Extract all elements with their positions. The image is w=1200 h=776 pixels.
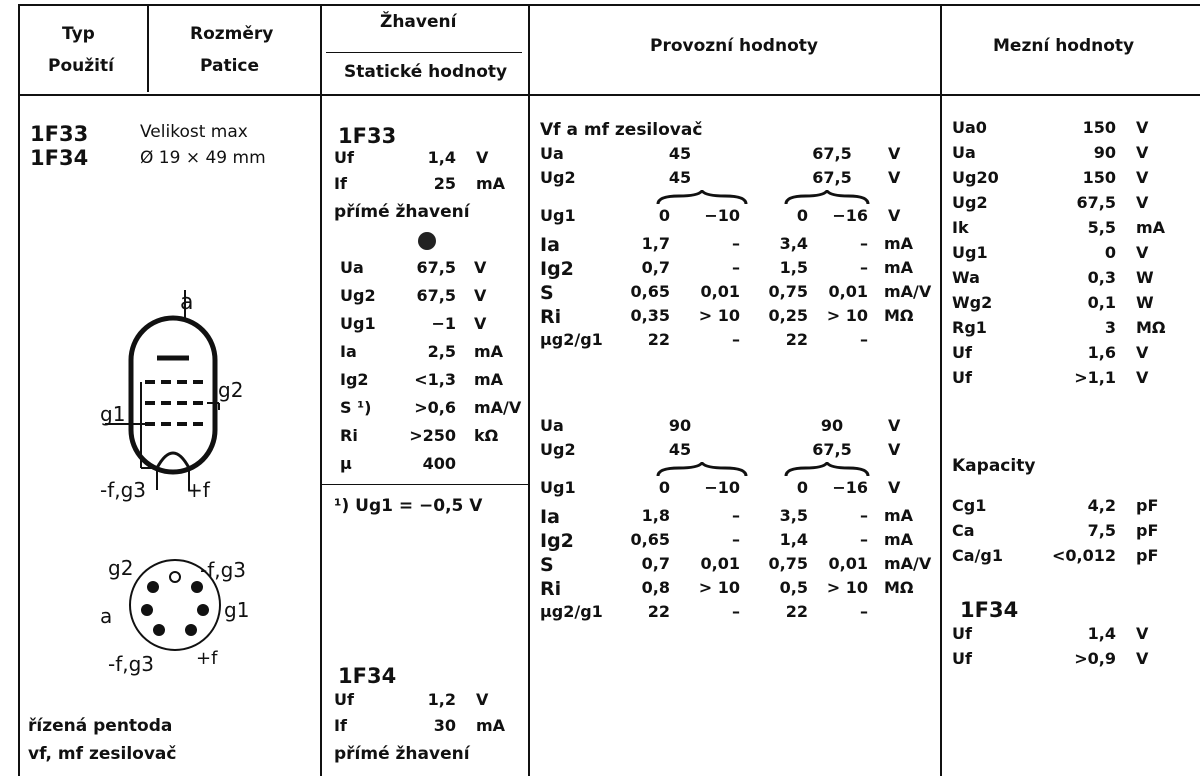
limit-row-val: 0,1: [1087, 293, 1116, 312]
op-row-d: –: [860, 234, 868, 253]
header-provozni: Provozní hodnoty: [650, 36, 818, 56]
op-row-b: 0,01: [700, 554, 740, 573]
op-ug1-unit: V: [888, 206, 901, 225]
static-note-2: přímé žhavení: [334, 744, 470, 764]
static-title-1f34: 1F34: [338, 664, 397, 688]
op-ug1-sym: Ug1: [540, 478, 576, 497]
limit-row-sym: Uf: [952, 368, 972, 387]
static-if2-val: 30: [433, 716, 456, 735]
static-row-unit: mA/V: [474, 398, 522, 417]
header-mezni: Mezní hodnoty: [993, 36, 1135, 56]
op-row-sym: Ia: [540, 506, 560, 528]
socket-label-f: +f: [196, 648, 218, 669]
capacity-row-sym: Ca/g1: [952, 546, 1003, 565]
static-row-unit: kΩ: [474, 426, 499, 445]
static-row-sym: Ug1: [340, 314, 376, 333]
op-row-a: 0,7: [641, 554, 670, 573]
limit-1f34-row-val: >0,9: [1074, 649, 1116, 668]
op-row-unit: mA: [884, 506, 914, 525]
op-row-a: 22: [647, 602, 670, 621]
limit-row-sym: Ug20: [952, 168, 999, 187]
static-row-val: 67,5: [416, 286, 456, 305]
static-row-sym: Ig2: [340, 370, 369, 389]
op-row-b: –: [732, 602, 740, 621]
brace-icon: [656, 190, 748, 206]
header-sub-line: [326, 52, 522, 53]
limit-row-sym: Wa: [952, 268, 980, 287]
op-row-c: 0,25: [768, 306, 808, 325]
op-ua-sym: Ua: [540, 144, 564, 163]
capacity-row-unit: pF: [1136, 521, 1159, 540]
op-ug1-sym: Ug1: [540, 206, 576, 225]
limit-row-val: 150: [1082, 168, 1116, 187]
table-border-left: [18, 4, 20, 776]
op-ua-v1: 90: [668, 416, 692, 435]
limit-row-unit: V: [1136, 193, 1149, 212]
heater-dot-icon: [418, 232, 436, 250]
op-ug2-unit: V: [888, 168, 901, 187]
op-row-a: 0,8: [641, 578, 670, 597]
op-ug1-a: 0: [658, 478, 670, 497]
op-ug1-d: −16: [832, 478, 868, 497]
op-row-a: 0,35: [630, 306, 670, 325]
static-row-sym: Ua: [340, 258, 364, 277]
header-bottom-line: [18, 94, 1200, 96]
static-row-val: 400: [422, 454, 456, 473]
op-row-c: 3,5: [779, 506, 808, 525]
limit-row-val: 0: [1104, 243, 1116, 262]
static-row-sym: µ: [340, 454, 352, 473]
column-divider-4: [940, 4, 942, 776]
op-row-c: 0,75: [768, 554, 808, 573]
limit-1f34-row-unit: V: [1136, 649, 1149, 668]
column-divider-3: [528, 4, 530, 776]
op-row-a: 0,7: [641, 258, 670, 277]
op-row-c: 1,4: [779, 530, 808, 549]
op-row-unit: mA: [884, 258, 914, 277]
table-border-top: [18, 4, 1200, 6]
op-row-sym: Ig2: [540, 258, 574, 280]
op-row-d: –: [860, 258, 868, 277]
op-ua-unit: V: [888, 144, 901, 163]
static-footnote-line: [322, 484, 528, 485]
limit-row-val: 67,5: [1076, 193, 1116, 212]
size-value: Ø 19 × 49 mm: [140, 148, 266, 168]
op-ug2-sym: Ug2: [540, 440, 576, 459]
op-ug2-v2: 67,5: [812, 440, 852, 459]
limit-1f34-row-unit: V: [1136, 624, 1149, 643]
header-pouziti: Použití: [48, 56, 114, 76]
op-row-b: –: [732, 258, 740, 277]
limits-title-1f34: 1F34: [960, 598, 1019, 622]
op-ug1-a: 0: [658, 206, 670, 225]
tube-label-f: +f: [186, 478, 210, 502]
size-label: Velikost max: [140, 122, 248, 142]
op-row-d: 0,01: [828, 282, 868, 301]
op-row-b: > 10: [698, 578, 740, 597]
socket-label-a: a: [100, 604, 113, 628]
op-row-d: > 10: [826, 306, 868, 325]
limit-1f34-row-sym: Uf: [952, 649, 972, 668]
capacity-row-unit: pF: [1136, 496, 1159, 515]
static-row-val: >250: [409, 426, 456, 445]
static-uf2-val: 1,2: [427, 690, 456, 709]
static-row-val: >0,6: [414, 398, 456, 417]
op-row-c: 22: [785, 602, 808, 621]
limit-row-unit: V: [1136, 243, 1149, 262]
limit-row-sym: Ua0: [952, 118, 987, 137]
op-ug2-sym: Ug2: [540, 168, 576, 187]
op-row-sym: µg2/g1: [540, 602, 603, 621]
tube-label-fg3: -f,g3: [100, 478, 147, 502]
static-if-unit: mA: [476, 174, 506, 193]
limit-row-unit: V: [1136, 143, 1149, 162]
static-row-sym: S ¹): [340, 398, 372, 417]
limit-row-unit: V: [1136, 343, 1149, 362]
limit-row-unit: W: [1136, 293, 1154, 312]
static-row-sym: Ia: [340, 342, 357, 361]
op-row-b: > 10: [698, 306, 740, 325]
brace-icon: [784, 190, 870, 206]
op-ua-v1: 45: [668, 144, 692, 163]
limit-row-unit: V: [1136, 118, 1149, 137]
tube-label-g2: g2: [218, 378, 244, 402]
socket-label-fg3-bottom: -f,g3: [108, 652, 155, 676]
op-row-sym: Ia: [540, 234, 560, 256]
limit-row-sym: Ug2: [952, 193, 988, 212]
op-ug1-unit: V: [888, 478, 901, 497]
op-row-d: –: [860, 506, 868, 525]
op-ug2-v1: 45: [668, 440, 692, 459]
capacity-title: Kapacity: [952, 456, 1036, 476]
static-row-val: 2,5: [427, 342, 456, 361]
usage-line-2: vf, mf zesilovač: [28, 744, 177, 764]
header-patice: Patice: [200, 56, 260, 76]
static-row-sym: Ug2: [340, 286, 376, 305]
op-row-d: 0,01: [828, 554, 868, 573]
op-row-d: –: [860, 530, 868, 549]
limit-1f34-row-sym: Uf: [952, 624, 972, 643]
op-row-a: 0,65: [630, 282, 670, 301]
static-if-sym: If: [334, 174, 347, 193]
capacity-row-val: 7,5: [1087, 521, 1116, 540]
op-row-b: 0,01: [700, 282, 740, 301]
limit-row-unit: mA: [1136, 218, 1166, 237]
static-row-val: <1,3: [414, 370, 456, 389]
op-row-unit: mA/V: [884, 554, 932, 573]
op-row-sym: Ri: [540, 578, 562, 600]
brace-icon: [784, 462, 870, 478]
op-ua-sym: Ua: [540, 416, 564, 435]
type-1f33: 1F33: [30, 122, 89, 146]
op-row-c: 3,4: [779, 234, 808, 253]
static-row-val: −1: [431, 314, 456, 333]
op-ua-unit: V: [888, 416, 901, 435]
header-zhaveni: Žhavení: [380, 12, 457, 32]
op-row-sym: S: [540, 554, 554, 576]
op-ug1-c: 0: [796, 478, 808, 497]
op-row-c: 0,75: [768, 282, 808, 301]
static-row-unit: V: [474, 286, 487, 305]
static-uf2-unit: V: [476, 690, 489, 709]
tube-label-a: a: [180, 290, 194, 315]
static-uf-unit: V: [476, 148, 489, 167]
header-staticke: Statické hodnoty: [344, 62, 508, 82]
op-row-unit: mA: [884, 234, 914, 253]
op-ua-v2: 90: [820, 416, 844, 435]
limit-row-sym: Rg1: [952, 318, 987, 337]
capacity-row-sym: Cg1: [952, 496, 987, 515]
socket-label-g2: g2: [108, 556, 134, 580]
op-row-sym: Ig2: [540, 530, 574, 552]
static-if2-sym: If: [334, 716, 347, 735]
socket-label-g1: g1: [224, 598, 250, 622]
op-row-d: –: [860, 602, 868, 621]
header-rozmery: Rozměry: [190, 24, 274, 44]
op-ug2-v2: 67,5: [812, 168, 852, 187]
static-if2-unit: mA: [476, 716, 506, 735]
static-row-unit: V: [474, 258, 487, 277]
limit-row-val: 0,3: [1087, 268, 1116, 287]
op-ua-v2: 67,5: [812, 144, 852, 163]
column-divider-2: [320, 4, 322, 776]
op-row-a: 1,8: [641, 506, 670, 525]
limit-row-val: >1,1: [1074, 368, 1116, 387]
op-ug1-c: 0: [796, 206, 808, 225]
static-row-unit: mA: [474, 370, 504, 389]
limit-row-sym: Wg2: [952, 293, 993, 312]
op-row-c: 22: [785, 330, 808, 349]
op-ug1-b: −10: [704, 478, 740, 497]
capacity-row-val: <0,012: [1051, 546, 1116, 565]
tube-label-g1: g1: [100, 402, 126, 426]
static-footnote: ¹) Ug1 = −0,5 V: [334, 496, 483, 516]
op-row-a: 1,7: [641, 234, 670, 253]
op-row-c: 0,5: [779, 578, 808, 597]
static-title-1f33: 1F33: [338, 124, 397, 148]
op-row-b: –: [732, 530, 740, 549]
static-row-val: 67,5: [416, 258, 456, 277]
limit-row-unit: W: [1136, 268, 1154, 287]
limit-row-val: 150: [1082, 118, 1116, 137]
op-ug1-b: −10: [704, 206, 740, 225]
capacity-row-val: 4,2: [1087, 496, 1116, 515]
op-row-unit: mA: [884, 530, 914, 549]
limit-row-sym: Ug1: [952, 243, 988, 262]
static-row-unit: mA: [474, 342, 504, 361]
limit-row-unit: V: [1136, 368, 1149, 387]
static-uf-sym: Uf: [334, 148, 354, 167]
op-row-b: –: [732, 330, 740, 349]
header-typ: Typ: [62, 24, 95, 44]
op-row-unit: MΩ: [884, 578, 914, 597]
op-row-d: > 10: [826, 578, 868, 597]
op-row-sym: Ri: [540, 306, 562, 328]
op-row-sym: µg2/g1: [540, 330, 603, 349]
brace-icon: [656, 462, 748, 478]
op-ug2-v1: 45: [668, 168, 692, 187]
static-if-val: 25: [433, 174, 456, 193]
op-row-b: –: [732, 506, 740, 525]
limit-row-sym: Ua: [952, 143, 976, 162]
limit-1f34-row-val: 1,4: [1087, 624, 1116, 643]
static-row-sym: Ri: [340, 426, 358, 445]
operating-title: Vf a mf zesilovač: [540, 120, 703, 140]
static-note-1: přímé žhavení: [334, 202, 470, 222]
capacity-row-sym: Ca: [952, 521, 975, 540]
header-divider-1: [147, 4, 149, 92]
op-row-a: 22: [647, 330, 670, 349]
capacity-row-unit: pF: [1136, 546, 1159, 565]
limit-row-unit: V: [1136, 168, 1149, 187]
static-uf2-sym: Uf: [334, 690, 354, 709]
type-1f34: 1F34: [30, 146, 89, 170]
limit-row-val: 5,5: [1087, 218, 1116, 237]
op-row-unit: mA/V: [884, 282, 932, 301]
op-row-b: –: [732, 234, 740, 253]
op-ug1-d: −16: [832, 206, 868, 225]
op-row-c: 1,5: [779, 258, 808, 277]
op-ug2-unit: V: [888, 440, 901, 459]
op-row-unit: MΩ: [884, 306, 914, 325]
op-row-a: 0,65: [630, 530, 670, 549]
op-row-d: –: [860, 330, 868, 349]
op-row-sym: S: [540, 282, 554, 304]
limit-row-val: 90: [1093, 143, 1116, 162]
limit-row-val: 3: [1104, 318, 1116, 337]
static-row-unit: V: [474, 314, 487, 333]
socket-label-fg3-top: -f,g3: [200, 558, 247, 582]
limit-row-sym: Ik: [952, 218, 969, 237]
limit-row-sym: Uf: [952, 343, 972, 362]
usage-line-1: řízená pentoda: [28, 716, 173, 736]
limit-row-val: 1,6: [1087, 343, 1116, 362]
limit-row-unit: MΩ: [1136, 318, 1166, 337]
static-uf-val: 1,4: [427, 148, 456, 167]
